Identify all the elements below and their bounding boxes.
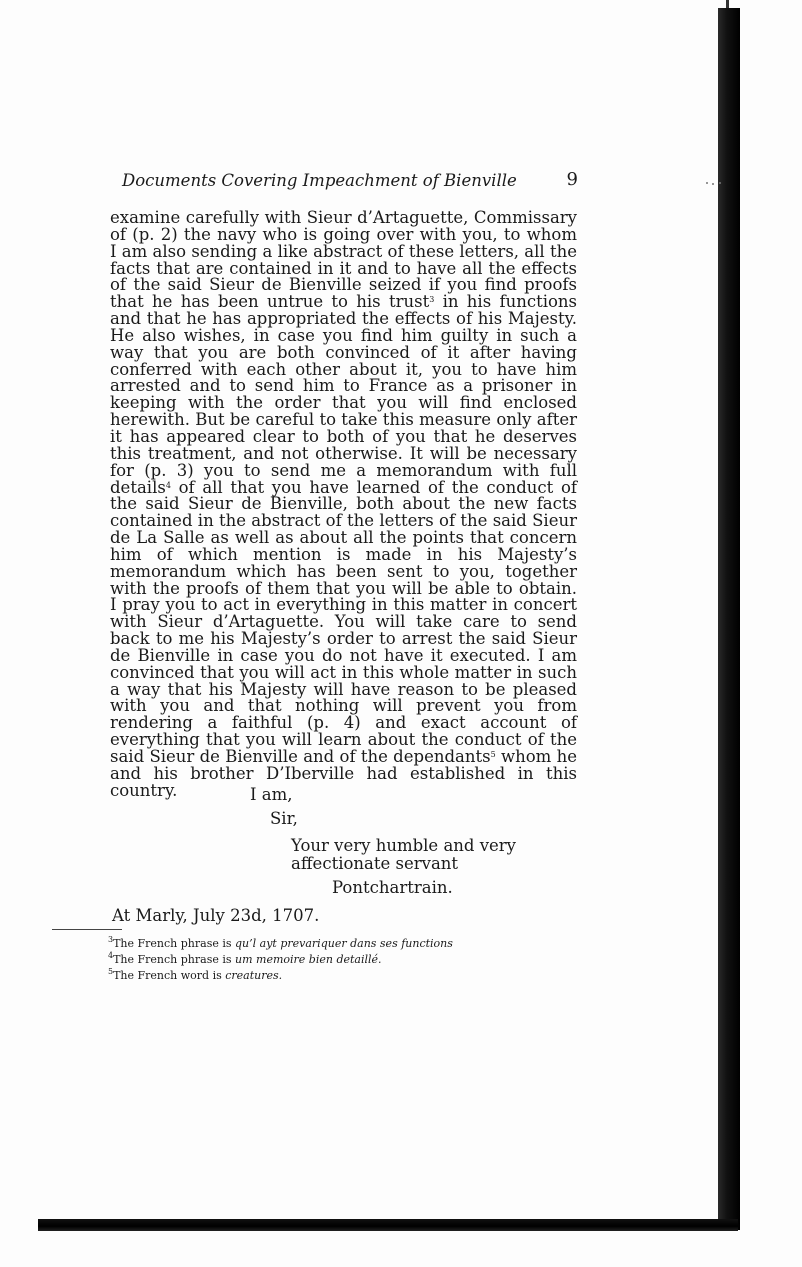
closing-servant: Your very humble and very affectionate servant [291, 836, 517, 873]
page-number: 9 [566, 169, 578, 190]
place-date: At Marly, July 23d, 1707. [112, 906, 320, 925]
footnote-item [108, 936, 508, 952]
body-paragraph [110, 210, 577, 800]
signature: Pontchartrain. [332, 878, 453, 897]
body-text-part-1: examine carefully with Sieur d’Artaguette, Commissary of (p. 2) the navy who is going over with you, to whom I am also sending a like abstract of these letters, all the facts that are contained in it and to have all the effects of the said Sieur de Bienville seized if you find proofs that he has been untrue to his trust [110, 208, 577, 312]
footnote-ref-3: 3 [429, 295, 435, 305]
scan-speck [719, 182, 721, 184]
scan-speck [712, 183, 714, 185]
footnote-mark: 3 [108, 935, 114, 944]
closing-salutation: Sir, [270, 809, 298, 828]
scan-edge-bottom [38, 1219, 738, 1231]
scan-edge-right [718, 8, 740, 1230]
footnote-mark: 4 [108, 951, 114, 960]
body-text-part-2: in his functions and that he has appropriated the effects of his Majesty. He also wishes, in case you find him guilty in such a way that you are both convinced of it after having conferred with each other about it, you to have him arrested and to send him to France as a prisoner in keeping with the order that you will find enclosed herewith. But be careful to take this measure only after it has appeared clear to both of you that he deserves this treatment, and not otherwise. It will be necessary for (p. 3) you to send me a memorandum with full details [110, 292, 578, 497]
footnote-phrase: qu’l ayt prevariquer dans ses functions [235, 937, 453, 950]
footnote-item [108, 952, 508, 968]
closing-i-am: I am, [250, 785, 293, 804]
footnote-rule [52, 929, 122, 930]
footnote-phrase: um memoire bien detaillé. [235, 953, 382, 966]
footnote-prefix: The French phrase is [113, 953, 236, 966]
footnote-phrase: creatures. [225, 969, 283, 982]
body-text-part-3: of all that you have learned of the conduct of the said Sieur de Bienville, both about the new facts contained in the abstract of the letters of the said Sieur de La Salle as well as about all the points that concern him of which mention is made in his Majesty’s memorandum which has been sent to you, together with the proofs of them that you will be able to obtain. I pray you to act in everything in this matter in concert with Sieur d’Artaguette. You will take care to send back to me his Majesty’s order to arrest the said Sieur de Bienville in case you do not have it executed. I am convinced that you will act in this whole matter in such a way that his Majesty will have reason to be pleased with you and that nothing will prevent you from rendering a faithful (p. 4) and exact account of everything that you will learn about the conduct of the said Sieur de Bienville and of the dependants [110, 477, 577, 766]
footnote-mark: 5 [108, 967, 114, 976]
letter-body [110, 210, 577, 800]
footnote-ref-4: 4 [165, 480, 171, 490]
scan-speck [706, 182, 708, 184]
body-text-part-4: whom he and his brother D’Iberville had established in this country. [110, 747, 577, 800]
footnote-item [108, 968, 508, 984]
footnote-prefix: The French word is [113, 969, 226, 982]
running-head [122, 171, 582, 193]
footnote-prefix: The French phrase is [113, 937, 236, 950]
running-head-title: Documents Covering Impeachment of Bienville [122, 171, 517, 190]
footnote-ref-5: 5 [490, 750, 496, 759]
footnotes [108, 936, 508, 984]
